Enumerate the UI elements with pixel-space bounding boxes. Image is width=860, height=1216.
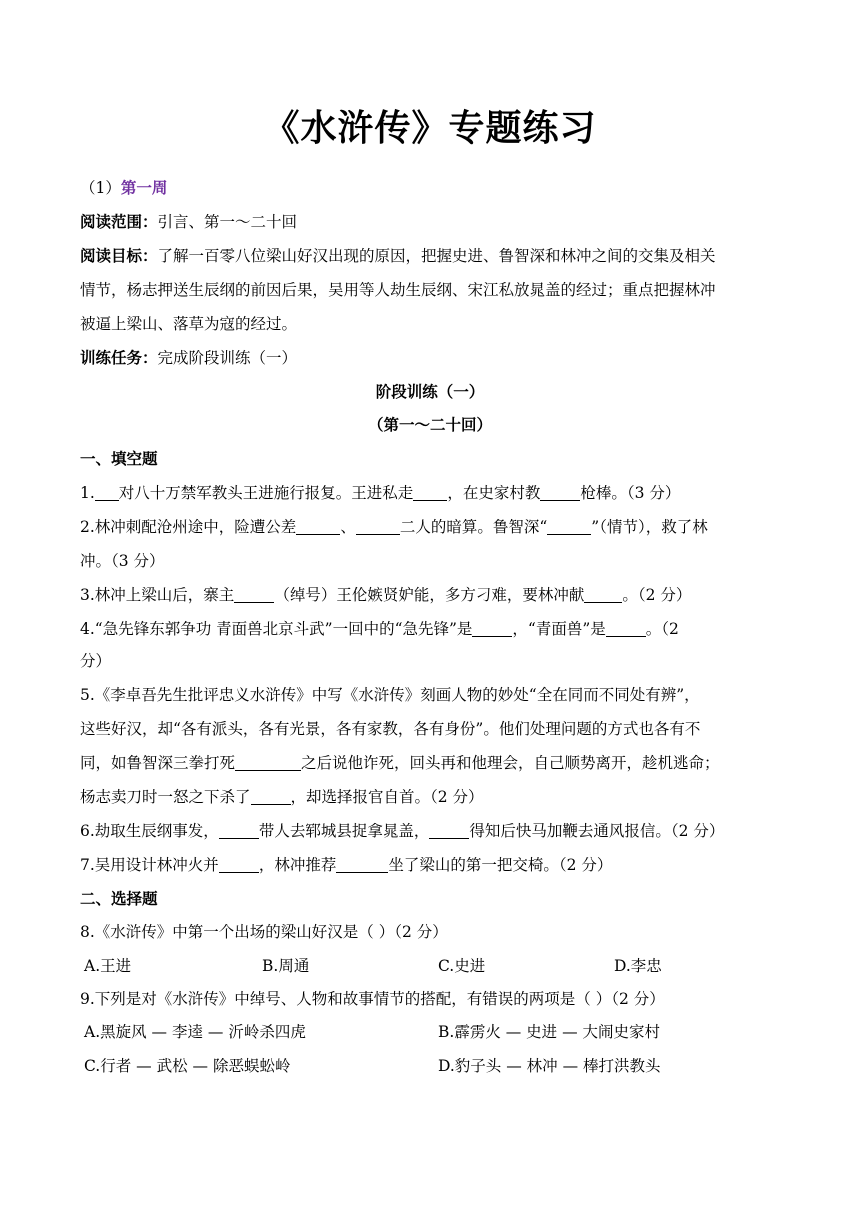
reading-goal-line1 — [80, 241, 780, 271]
blank — [296, 516, 340, 535]
question-number: 9. — [80, 990, 95, 1008]
question-3: 3.林冲上梁山后，寨主 （绰号）王伦嫉贤妒能，多方刁难，要林冲献 。（2 分） — [80, 586, 692, 604]
reading-goal-line3: 被逼上梁山、落草为寇的经过。 — [80, 315, 298, 333]
option-d: D.李忠 — [614, 957, 662, 975]
reading-goal-line2: 情节，杨志押送生辰纲的前因后果，吴用等人劫生辰纲、宋江私放晁盖的经过；重点把握林冲 — [80, 281, 716, 299]
question-5: 5.《李卓吾先生批评忠义水浒传》中写《水浒传》刻画人物的妙处“全在同而不同处有辨”， — [80, 686, 700, 704]
training-task — [80, 343, 780, 373]
blank — [606, 618, 646, 637]
blank — [584, 584, 622, 603]
question-number: 1. — [80, 484, 95, 502]
blank — [413, 482, 447, 501]
question-number: 2. — [80, 518, 95, 536]
blank — [251, 786, 291, 805]
question-5-line2: 这些好汉，却“各有派头，各有光景，各有家教，各有身份”。他们处理问题的方式也各有不 — [80, 720, 701, 738]
question-7: 7.吴用设计林冲火并 ，林冲推荐 坐了梁山的第一把交椅。（2 分） — [80, 856, 613, 874]
question-number: 8. — [80, 923, 95, 941]
week-heading — [80, 173, 780, 203]
question-6: 6.劫取生辰纲事发， 带人去郓城县捉拿晁盖， 得知后快马加鞭去通风报信。（2 分） — [80, 822, 725, 840]
blank — [429, 820, 469, 839]
option-c: C.史进 — [438, 957, 486, 975]
stage-subtitle: （第一～二十回） — [367, 416, 492, 434]
blank — [336, 854, 388, 873]
goal-label: 阅读目标： — [80, 247, 158, 265]
blank — [540, 482, 580, 501]
question-number: 7. — [80, 856, 95, 874]
question-number: 3. — [80, 586, 95, 604]
option-b: B.霹雳火 — 史进 — 大闹史家村 — [438, 1023, 661, 1041]
option-c: C.行者 — 武松 — 除恶蜈蚣岭 — [84, 1057, 291, 1075]
reading-scope — [80, 207, 780, 237]
question-8: 8.《水浒传》中第一个出场的梁山好汉是（ ）（2 分） — [80, 923, 448, 941]
question-5-line4: 杨志卖刀时一怒之下杀了 ，却选择报官自首。（2 分） — [80, 788, 484, 806]
question-number: 5. — [80, 686, 95, 704]
scope-label: 阅读范围： — [80, 213, 158, 231]
question-4: 4.“急先锋东郭争功 青面兽北京斗武”一回中的“急先锋”是 ，“青面兽”是 。（2 — [80, 620, 679, 638]
section-fill-blank: 一、填空题 — [80, 450, 158, 468]
blank — [219, 820, 259, 839]
question-2: 2.林冲刺配沧州途中，险遭公差 、 二人的暗算。鲁智深“ ”（情节），救了林 — [80, 518, 708, 536]
stage-title: 阶段训练（一） — [375, 383, 485, 401]
question-number: 4. — [80, 620, 95, 638]
option-a: A.黑旋风 — 李逵 — 沂岭杀四虎 — [84, 1023, 306, 1041]
question-1: 1. 对八十万禁军教头王进施行报复。王进私走 ，在史家村教 枪棒。（3 分） — [80, 484, 681, 502]
option-a: A.王进 — [84, 957, 132, 975]
question-2-cont: 冲。（3 分） — [80, 552, 165, 570]
option-d: D.豹子头 — 林冲 — 棒打洪教头 — [438, 1057, 661, 1075]
week-number: （1） — [80, 179, 121, 197]
question-4-cont: 分） — [80, 652, 112, 670]
blank — [235, 752, 301, 771]
blank — [234, 584, 274, 603]
blank — [95, 482, 119, 501]
blank — [219, 854, 259, 873]
question-9: 9.下列是对《水浒传》中绰号、人物和故事情节的搭配，有错误的两项是（ ）（2 分） — [80, 990, 665, 1008]
blank — [472, 618, 512, 637]
goal-text-1: 了解一百零八位梁山好汉出现的原因，把握史进、鲁智深和林冲之间的交集及相关 — [157, 247, 716, 265]
question-number: 6. — [80, 822, 95, 840]
blank — [356, 516, 400, 535]
task-label: 训练任务： — [80, 349, 158, 367]
task-text: 完成阶段训练（一） — [157, 349, 298, 367]
option-b: B.周通 — [262, 957, 310, 975]
week-label: 第一周 — [120, 179, 168, 197]
scope-text: 引言、第一～二十回 — [157, 213, 298, 231]
blank — [547, 516, 591, 535]
section-multiple-choice: 二、选择题 — [80, 890, 158, 908]
document-title: 《水浒传》专题练习 — [263, 108, 597, 149]
question-5-line3: 同，如鲁智深三拳打死 之后说他诈死，回头再和他理会，自己顺势离开，趁机逃命； — [80, 754, 720, 772]
